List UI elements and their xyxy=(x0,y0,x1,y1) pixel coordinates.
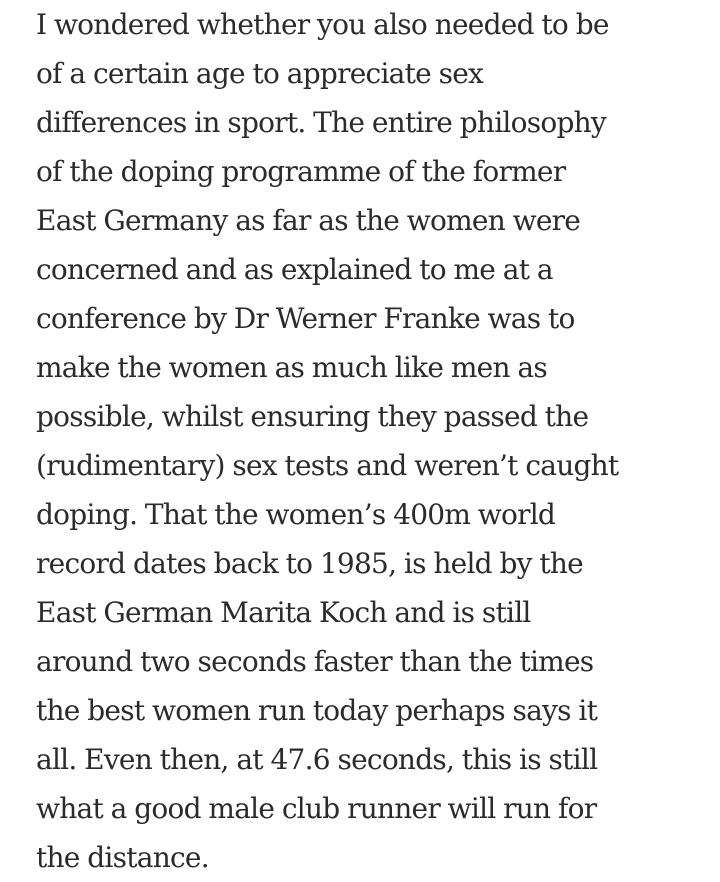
paragraph-line: what a good male club runner will run for xyxy=(36,792,597,825)
paragraph-line: record dates back to 1985, is held by the xyxy=(36,547,584,580)
paragraph-line: the distance. xyxy=(36,841,209,874)
article-paragraph xyxy=(36,0,716,882)
paragraph-line: of the doping programme of the former xyxy=(36,155,566,188)
paragraph-line: possible, whilst ensuring they passed the xyxy=(36,400,589,433)
paragraph-line: differences in sport. The entire philosophy xyxy=(36,106,606,139)
paragraph-line: the best women run today perhaps says it xyxy=(36,694,598,727)
paragraph-line: conference by Dr Werner Franke was to xyxy=(36,302,575,335)
paragraph-line: all. Even then, at 47.6 seconds, this is still xyxy=(36,743,598,776)
paragraph-line: East German Marita Koch and is still xyxy=(36,596,531,629)
paragraph-line: of a certain age to appreciate sex xyxy=(36,57,484,90)
paragraph-line: doping. That the women’s 400m world xyxy=(36,498,556,531)
paragraph-line: around two seconds faster than the times xyxy=(36,645,594,678)
paragraph-line: I wondered whether you also needed to be xyxy=(36,8,609,41)
paragraph-line: East Germany as far as the women were xyxy=(36,204,581,237)
paragraph-line: concerned and as explained to me at a xyxy=(36,253,553,286)
paragraph-line: make the women as much like men as xyxy=(36,351,547,384)
paragraph-line: (rudimentary) sex tests and weren’t caught xyxy=(36,449,619,482)
